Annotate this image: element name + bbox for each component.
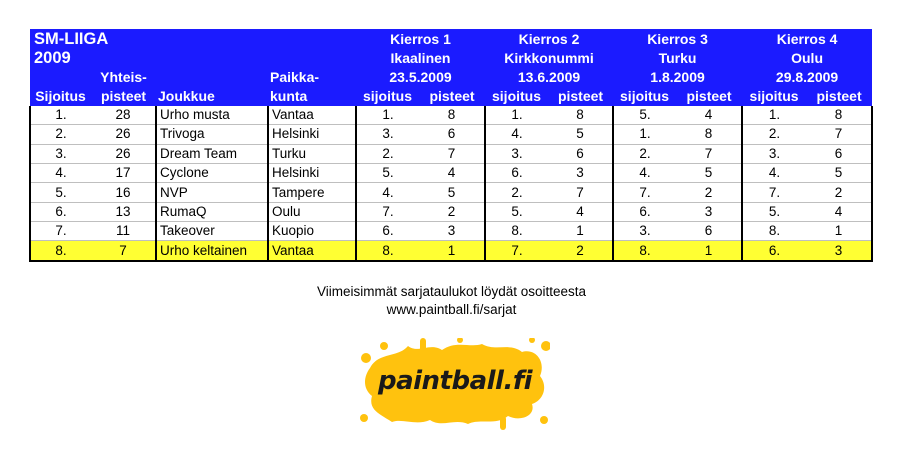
round-4-rank-cell: 8. <box>742 222 806 241</box>
header-r1-rank: sijoitus <box>356 87 419 106</box>
total-cell: 26 <box>91 144 156 163</box>
footer-text: Viimeisimmät sarjataulukot löydät osoitteesta <box>316 284 587 299</box>
round-2-points-cell: 2 <box>548 241 613 261</box>
round-1-rank-cell: 3. <box>356 125 419 144</box>
round-1-rank-cell: 6. <box>356 222 419 241</box>
round-2-rank-cell: 7. <box>485 241 548 261</box>
header-row-4 <box>30 87 872 106</box>
header-total-top: Yhteis- <box>91 67 156 86</box>
round-2-points-cell: 7 <box>548 183 613 202</box>
team-cell: Dream Team <box>156 144 268 163</box>
round-1-points-cell: 7 <box>419 144 485 163</box>
round-4-rank-cell: 5. <box>742 202 806 221</box>
round-3-rank-cell: 6. <box>613 202 676 221</box>
header-rank: Sijoitus <box>30 87 91 106</box>
logo-text: paintball.fi <box>377 366 533 396</box>
city-cell: Vantaa <box>268 106 356 125</box>
round-4-rank-cell: 6. <box>742 241 806 261</box>
round-4-points-cell: 1 <box>806 222 872 241</box>
round-2-points-cell: 4 <box>548 202 613 221</box>
team-cell: Urho musta <box>156 106 268 125</box>
header-team: Joukkue <box>156 87 268 106</box>
header-r2-rank: sijoitus <box>485 87 548 106</box>
round-3-points-cell: 6 <box>676 222 742 241</box>
round-3-points-cell: 2 <box>676 183 742 202</box>
team-cell: NVP <box>156 183 268 202</box>
total-cell: 7 <box>91 241 156 261</box>
round-4-points-cell: 3 <box>806 241 872 261</box>
header-r3-points: pisteet <box>676 87 742 106</box>
header-empty <box>156 67 268 86</box>
round-1-points-cell: 2 <box>419 202 485 221</box>
round-4-name: Kierros 4 <box>742 29 872 48</box>
round-4-rank-cell: 2. <box>742 125 806 144</box>
city-cell: Vantaa <box>268 241 356 261</box>
city-cell: Turku <box>268 144 356 163</box>
round-1-name: Kierros 1 <box>356 29 485 48</box>
round-4-points-cell: 7 <box>806 125 872 144</box>
team-cell: Urho keltainen <box>156 241 268 261</box>
round-4-points-cell: 5 <box>806 163 872 182</box>
round-1-rank-cell: 8. <box>356 241 419 261</box>
round-1-points-cell: 3 <box>419 222 485 241</box>
header-r3-rank: sijoitus <box>613 87 676 106</box>
header-r4-rank: sijoitus <box>742 87 806 106</box>
rank-cell: 4. <box>30 163 91 182</box>
round-3-place: Turku <box>613 48 742 67</box>
round-3-date: 1.8.2009 <box>613 67 742 86</box>
round-3-rank-cell: 4. <box>613 163 676 182</box>
rank-cell: 7. <box>30 222 91 241</box>
round-3-rank-cell: 2. <box>613 144 676 163</box>
round-2-rank-cell: 6. <box>485 163 548 182</box>
header-row-1 <box>30 29 872 48</box>
round-3-rank-cell: 7. <box>613 183 676 202</box>
rank-cell: 8. <box>30 241 91 261</box>
header-row-3 <box>30 67 872 86</box>
round-4-rank-cell: 3. <box>742 144 806 163</box>
total-cell: 13 <box>91 202 156 221</box>
header-city-bottom: kunta <box>268 87 356 106</box>
round-1-date: 23.5.2009 <box>356 67 485 86</box>
rank-cell: 1. <box>30 106 91 125</box>
round-4-date: 29.8.2009 <box>742 67 872 86</box>
header-r4-points: pisteet <box>806 87 872 106</box>
round-4-rank-cell: 1. <box>742 106 806 125</box>
table-row <box>30 144 872 163</box>
team-cell: Takeover <box>156 222 268 241</box>
rank-cell: 6. <box>30 202 91 221</box>
paintball-logo <box>360 338 550 430</box>
round-2-rank-cell: 3. <box>485 144 548 163</box>
round-1-rank-cell: 7. <box>356 202 419 221</box>
round-2-points-cell: 3 <box>548 163 613 182</box>
round-3-points-cell: 8 <box>676 125 742 144</box>
season-year: 2009 <box>30 48 356 67</box>
standings-table <box>29 29 873 262</box>
round-2-points-cell: 8 <box>548 106 613 125</box>
round-4-points-cell: 6 <box>806 144 872 163</box>
round-4-rank-cell: 7. <box>742 183 806 202</box>
team-cell: Cyclone <box>156 163 268 182</box>
round-1-rank-cell: 4. <box>356 183 419 202</box>
table-row <box>30 125 872 144</box>
round-3-rank-cell: 8. <box>613 241 676 261</box>
total-cell: 17 <box>91 163 156 182</box>
round-1-points-cell: 5 <box>419 183 485 202</box>
round-4-points-cell: 8 <box>806 106 872 125</box>
round-4-place: Oulu <box>742 48 872 67</box>
header-city-top: Paikka- <box>268 67 356 86</box>
table-row <box>30 106 872 125</box>
round-2-points-cell: 1 <box>548 222 613 241</box>
round-3-name: Kierros 3 <box>613 29 742 48</box>
header-r1-points: pisteet <box>419 87 485 106</box>
table-row <box>30 183 872 202</box>
team-cell: RumaQ <box>156 202 268 221</box>
round-3-points-cell: 3 <box>676 202 742 221</box>
round-2-rank-cell: 1. <box>485 106 548 125</box>
header-row-2 <box>30 48 872 67</box>
round-1-points-cell: 4 <box>419 163 485 182</box>
round-3-points-cell: 5 <box>676 163 742 182</box>
round-1-rank-cell: 1. <box>356 106 419 125</box>
round-1-place: Ikaalinen <box>356 48 485 67</box>
city-cell: Tampere <box>268 183 356 202</box>
round-4-points-cell: 4 <box>806 202 872 221</box>
round-2-name: Kierros 2 <box>485 29 613 48</box>
total-cell: 26 <box>91 125 156 144</box>
rank-cell: 3. <box>30 144 91 163</box>
total-cell: 11 <box>91 222 156 241</box>
city-cell: Helsinki <box>268 163 356 182</box>
city-cell: Kuopio <box>268 222 356 241</box>
total-cell: 28 <box>91 106 156 125</box>
total-cell: 16 <box>91 183 156 202</box>
round-2-rank-cell: 4. <box>485 125 548 144</box>
round-3-rank-cell: 5. <box>613 106 676 125</box>
round-2-place: Kirkkonummi <box>485 48 613 67</box>
table-row <box>30 241 872 261</box>
round-2-rank-cell: 8. <box>485 222 548 241</box>
city-cell: Helsinki <box>268 125 356 144</box>
round-2-rank-cell: 5. <box>485 202 548 221</box>
table-row <box>30 163 872 182</box>
rank-cell: 5. <box>30 183 91 202</box>
round-2-points-cell: 5 <box>548 125 613 144</box>
round-1-points-cell: 8 <box>419 106 485 125</box>
city-cell: Oulu <box>268 202 356 221</box>
round-3-points-cell: 1 <box>676 241 742 261</box>
round-3-rank-cell: 1. <box>613 125 676 144</box>
round-2-rank-cell: 2. <box>485 183 548 202</box>
round-1-points-cell: 1 <box>419 241 485 261</box>
table-row <box>30 222 872 241</box>
round-3-points-cell: 7 <box>676 144 742 163</box>
round-3-points-cell: 4 <box>676 106 742 125</box>
table-header <box>30 29 872 106</box>
round-1-points-cell: 6 <box>419 125 485 144</box>
round-3-rank-cell: 3. <box>613 222 676 241</box>
table-body <box>30 106 872 261</box>
round-1-rank-cell: 2. <box>356 144 419 163</box>
round-2-points-cell: 6 <box>548 144 613 163</box>
table-row <box>30 202 872 221</box>
round-4-rank-cell: 4. <box>742 163 806 182</box>
footer-url: www.paintball.fi/sarjat <box>386 302 517 317</box>
league-title: SM-LIIGA <box>30 29 356 48</box>
round-4-points-cell: 2 <box>806 183 872 202</box>
round-1-rank-cell: 5. <box>356 163 419 182</box>
round-2-date: 13.6.2009 <box>485 67 613 86</box>
header-empty <box>30 67 91 86</box>
team-cell: Trivoga <box>156 125 268 144</box>
header-total-bottom: pisteet <box>91 87 156 106</box>
rank-cell: 2. <box>30 125 91 144</box>
header-r2-points: pisteet <box>548 87 613 106</box>
